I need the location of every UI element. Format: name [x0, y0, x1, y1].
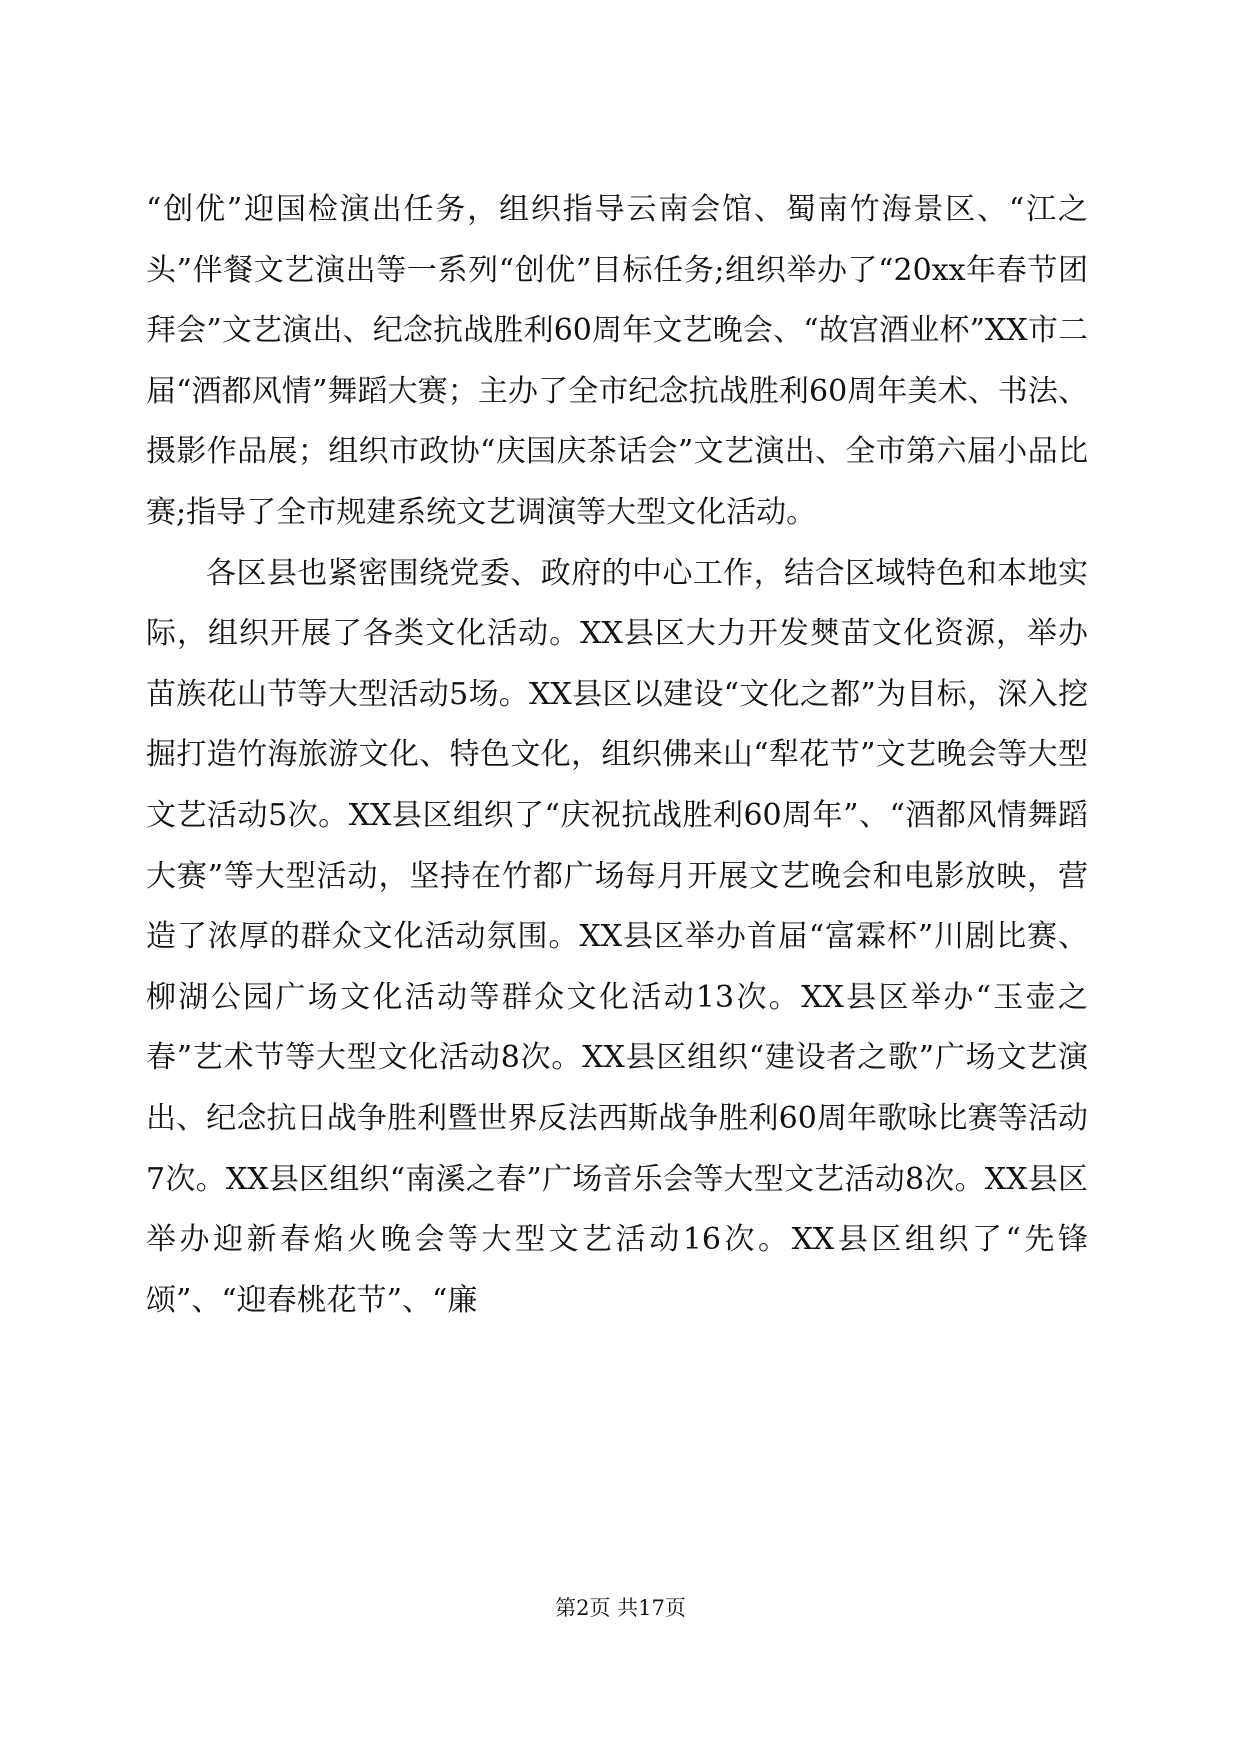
- paragraph-2: 各区县也紧密围绕党委、政府的中心工作，结合区域特色和本地实际，组织开展了各类文化活动。XX县区大力开发僰苗文化资源，举办苗族花山节等大型活动5场。XX县区以建设“文化之都”为目标，深入挖掘打造竹海旅游文化、特色文化，组织佛来山“犁花节”文艺晚会等大型文艺活动5次。XX县区组织了“庆祝抗战胜利60周年”、“酒都风情舞蹈大赛”等大型活动，坚持在竹都广场每月开展文艺晚会和电影放映，营造了浓厚的群众文化活动氛围。XX县区举办首届“富霖杯”川剧比赛、柳湖公园广场文化活动等群众文化活动13次。XX县区举办“玉壶之春”艺术节等大型文化活动8次。XX县区组织“建设者之歌”广场文艺演出、纪念抗日战争胜利暨世界反法西斯战争胜利60周年歌咏比赛等活动7次。XX县区组织“南溪之春”广场音乐会等大型文艺活动8次。XX县区举办迎新春焰火晚会等大型文艺活动16次。XX县区组织了“先锋颂”、“迎春桃花节”、“廉: [146, 555, 1088, 1318]
- paragraph-1: “创优”迎国检演出任务，组织指导云南会馆、蜀南竹海景区、“江之头”伴餐文艺演出等一系列“创优”目标任务;组织举办了“20xx年春节团拜会”文艺演出、纪念抗战胜利60周年文艺晚会、“故宫酒业杯”XX市二届“酒都风情”舞蹈大赛；主办了全市纪念抗战胜利60周年美术、书法、摄影作品展；组织市政协“庆国庆茶话会”文艺演出、全市第六届小品比赛;指导了全市规建系统文艺调演等大型文化活动。: [146, 192, 1088, 530]
- page-number-footer: 第2页 共17页: [555, 1596, 686, 1620]
- document-body: [146, 180, 1088, 1331]
